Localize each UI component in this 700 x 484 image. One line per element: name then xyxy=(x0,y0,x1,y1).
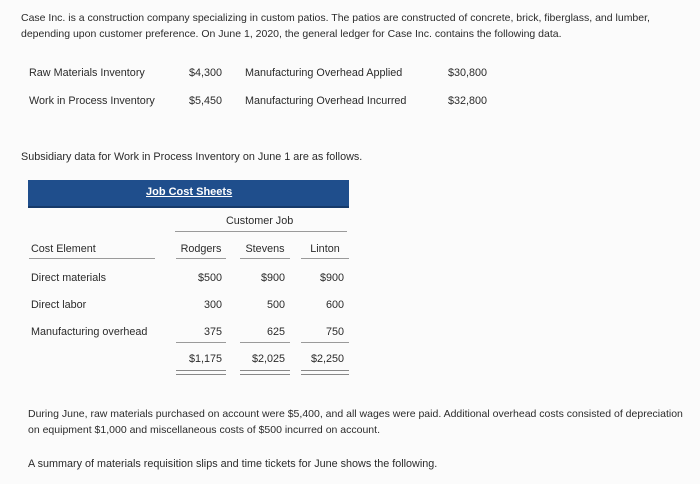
moh-applied-value: $30,800 xyxy=(447,67,487,79)
cell-moh-stevens: 625 xyxy=(266,326,285,338)
total-linton: $2,250 xyxy=(310,353,344,365)
cell-moh-linton: 750 xyxy=(325,326,344,338)
wip-label: Work in Process Inventory xyxy=(29,95,155,107)
row-label-direct-labor: Direct labor xyxy=(31,299,87,311)
sum-rule-stevens xyxy=(240,342,290,343)
moh-incurred-value: $32,800 xyxy=(447,95,487,107)
moh-incurred-label: Manufacturing Overhead Incurred xyxy=(245,95,407,107)
total-rodgers: $1,175 xyxy=(188,353,222,365)
row-label-direct-materials: Direct materials xyxy=(31,272,106,284)
row-label-manufacturing-overhead: Manufacturing overhead xyxy=(31,326,148,338)
summary-paragraph: A summary of materials requisition slips and time tickets for June shows the following. xyxy=(28,458,438,470)
moh-applied-label: Manufacturing Overhead Applied xyxy=(245,67,403,79)
header-rule-element xyxy=(29,258,155,259)
june-paragraph: During June, raw materials purchased on account were $5,400, and all wages were paid. Additional overhead costs consisted of depreciation on equipment $1,000 and miscellaneous costs of $500 incurred on account. xyxy=(28,408,683,436)
total-double-rule-rodgers xyxy=(176,370,226,375)
header-rule-stevens xyxy=(240,258,290,259)
col-header-cost-element: Cost Element xyxy=(31,243,96,255)
customer-job-header: Customer Job xyxy=(226,215,294,227)
cell-dm-linton: $900 xyxy=(319,272,344,284)
group-header-rule xyxy=(175,231,347,232)
cell-dl-rodgers: 300 xyxy=(203,299,222,311)
col-header-linton: Linton xyxy=(310,243,340,255)
wip-value: $5,450 xyxy=(188,95,222,107)
raw-materials-value: $4,300 xyxy=(188,67,222,79)
cell-dl-stevens: 500 xyxy=(266,299,285,311)
subsidiary-text: Subsidiary data for Work in Process Inventory on June 1 are as follows. xyxy=(21,151,363,163)
total-double-rule-stevens xyxy=(240,370,290,375)
cell-dm-stevens: $900 xyxy=(260,272,285,284)
sum-rule-linton xyxy=(301,342,349,343)
table-title: Job Cost Sheets xyxy=(146,186,233,198)
cell-moh-rodgers: 375 xyxy=(203,326,222,338)
table-title-bar xyxy=(28,180,349,208)
total-stevens: $2,025 xyxy=(251,353,285,365)
header-rule-rodgers xyxy=(176,258,226,259)
cell-dl-linton: 600 xyxy=(325,299,344,311)
raw-materials-label: Raw Materials Inventory xyxy=(29,67,145,79)
total-double-rule-linton xyxy=(301,370,349,375)
cell-dm-rodgers: $500 xyxy=(197,272,222,284)
intro-paragraph: Case Inc. is a construction company specializing in custom patios. The patios are constructed of concrete, brick, fiberglass, and lumber, depending upon customer preference. On June 1, 2020, the general ledger for Case Inc. contains the following data. xyxy=(21,12,650,40)
header-rule-linton xyxy=(301,258,349,259)
col-header-stevens: Stevens xyxy=(245,243,285,255)
sum-rule-rodgers xyxy=(176,342,226,343)
col-header-rodgers: Rodgers xyxy=(180,243,222,255)
